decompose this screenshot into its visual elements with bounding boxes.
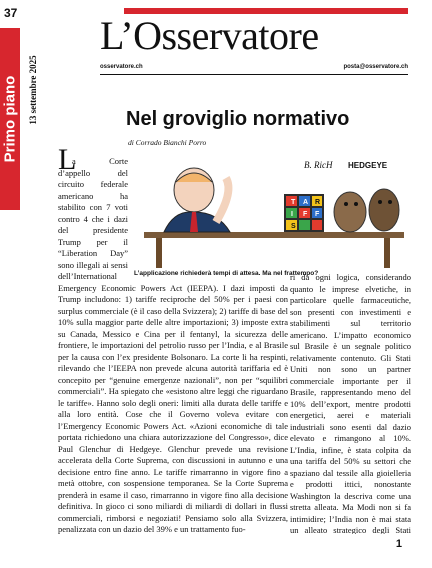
cube-letter: I bbox=[291, 211, 293, 218]
folio-number: 1 bbox=[395, 538, 402, 550]
cube-letter: R bbox=[315, 199, 321, 206]
float-spacer bbox=[128, 156, 288, 278]
page-number: 37 bbox=[4, 6, 18, 20]
issue-date: 13 settembre 2025 bbox=[28, 55, 38, 125]
article-column-right bbox=[290, 272, 411, 534]
email-link[interactable]: posta@osservatore.ch bbox=[343, 64, 408, 70]
date-band bbox=[26, 30, 40, 150]
section-band bbox=[0, 28, 20, 210]
article-byline: di Corrado Bianchi Porro bbox=[128, 138, 207, 147]
image-caption: L’applicazione richiederà tempi di attesa. Ma nel frattempo? bbox=[134, 270, 319, 277]
paragraph-1: a Corte d’appello del circuito federale americano ha stabilito con 7 voti contro 4 che i dazi del presidente Trump per il “Liberation Day” sono illegali ai sensi dell’International Emergency Economic Powers Act (IEEPA). I dazi imposti da Trump includono: 1) tariffe reciproche del 50% per i paesi con surplus commerciale (è il caso della Svizzera); 2) tariffe di base del 10% sulla maggior parte delle altre importazioni; 3) imposte extra su Canada, Messico e Cina per il fentanyl, la sicurezza delle frontiere, le importazioni del petrolio russo per l’India, e al Brasile per la causa con l’ex presidente Bolsonaro. La corte li ha respinti, rilevando che l’IEEPA non prevede alcuna autorità tariffaria ed è concepito per “genuine emergenze nazionali”, non per “squilibri commerciali”. Ha spiegato che «esistono altre leggi che riguardano le tariffe». Hanno solo degli oneri: limiti alla durata delle tariffe e alla loro entità. Cose che il Governo voleva evitare con l’Emergency Economic Powers Act. «Azioni economiche di tale portata richiedono una chiara autorizzazione del Congresso», dice Paul Glenchur di Hedgeye. Glenchur prevede una revisione accelerata della Corte Suprema, con discussioni in autunno e una decisione entro fine anno. Le tariffe rimarranno in vigore fino a metà ottobre, con sospensione temporanea. Se la Corte Suprema prenderà in esame il caso, rimarranno in vigore fino alla decisione definitiva. In gioco ci sono miliardi di miliardi di dollari in flussi commerciali, rimborsi e negoziati! Pensiamo solo alla Svizzera, penalizzata con un dazio del 39% e un trattamento fuo- bbox=[58, 156, 288, 534]
cartoon-signature: B. RicH bbox=[304, 160, 333, 170]
rubik-cube-icon bbox=[284, 194, 324, 232]
article-title: Nel groviglio normativo bbox=[126, 108, 350, 130]
cube-letter: F bbox=[303, 211, 308, 218]
header-rule bbox=[100, 74, 408, 75]
cartoon-brand: HEDGEYE bbox=[348, 161, 388, 170]
cube-letter: F bbox=[315, 211, 320, 218]
cube-letter: A bbox=[303, 199, 309, 206]
website-link[interactable]: osservatore.ch bbox=[100, 64, 143, 70]
masthead-title: L’Osservatore bbox=[100, 13, 319, 58]
cube-letter: T bbox=[291, 199, 296, 206]
drop-cap: L bbox=[58, 143, 77, 176]
section-label: Primo piano bbox=[1, 75, 19, 163]
cube-letter: S bbox=[291, 223, 296, 230]
article-column-left bbox=[58, 156, 288, 546]
paragraph-2: ri da ogni logica, considerando quanto le imprese elvetiche, in particolare quelle farmaceutiche, son presenti con investimenti e stabilimenti sul territorio americano. L’impatto economico sul Brasile è un segnale politico relativamente contenuto. Gli Stati Uniti non sono un partner commerciale importante per il Brasile, rappresentando meno del 10% dell’export, mentre prodotti energetici, aerei e materiali industriali sono esenti dal dazio elevato e rimangono al 10%. L’India, infine, è stata colpita da una tariffa del 50% su settori che spaziano dal tessile alla gioielleria e prodotti ittici, nonostante Washington la descriva come una stretta alleata. Ma Modi non si fa intimidire; l’India non è mai stata un alleato strategico degli Stati bbox=[290, 272, 411, 534]
